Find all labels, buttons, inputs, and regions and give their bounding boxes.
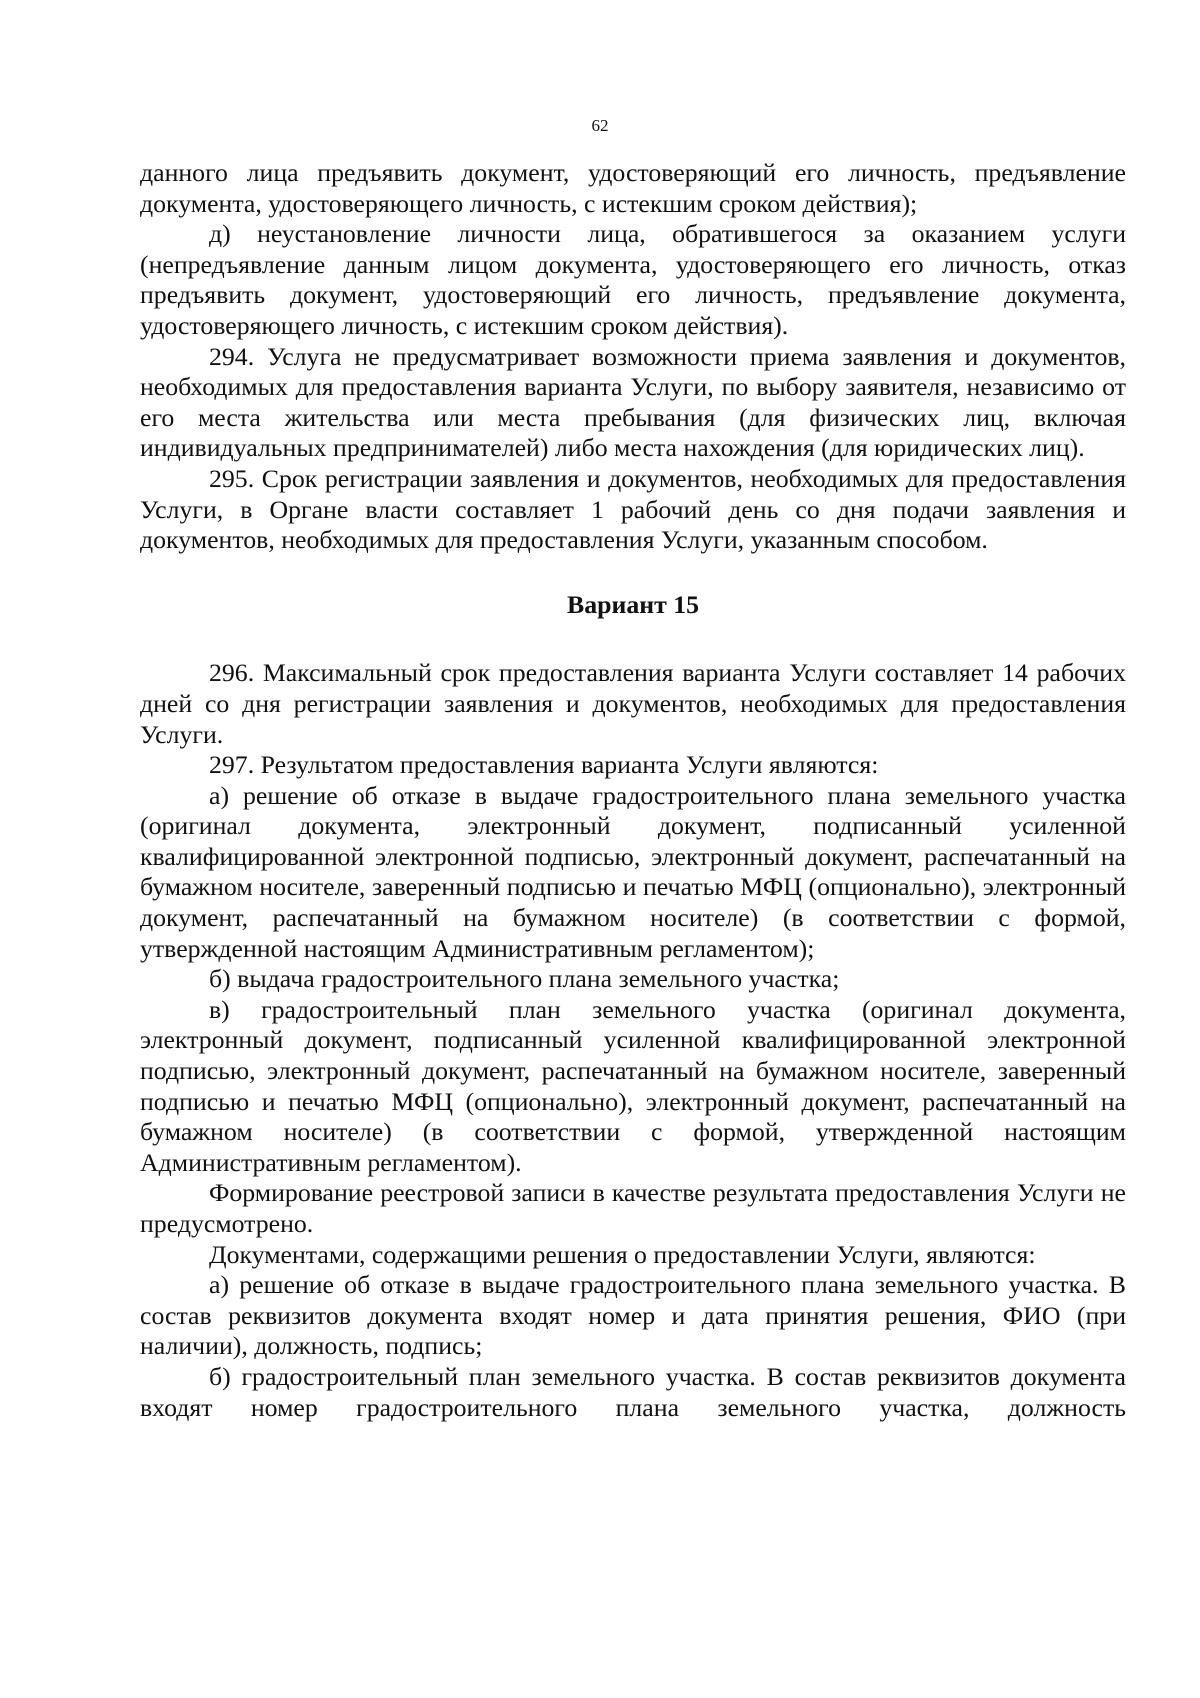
paragraph-295: 295. Срок регистрации заявления и документов, необходимых для предоставления Услуги, в Органе власти составляет 1 рабочий день со дня подачи заявления и документов, необходимых для предоставления Услуги, указанным способом. [140, 463, 1126, 555]
document-body [140, 158, 1126, 1423]
paragraph-294: 294. Услуга не предусматривает возможности приема заявления и документов, необходимых для предоставления варианта Услуги, по выбору заявителя, независимо от его места жительства или места пребывания (для физических лиц, включая индивидуальных предпринимателей) либо места нахождения (для юридических лиц). [140, 341, 1126, 463]
paragraph-297-item-a: а) решение об отказе в выдаче градостроительного плана земельного участка (оригинал документа, электронный документ, подписанный усиленной квалифицированной электронной подписью, электронный документ, распечатанный на бумажном носителе, заверенный подписью и печатью МФЦ (опционально), электронный документ, распечатанный на бумажном носителе) (в соответствии с формой, утвержденной настоящим Административным регламентом); [140, 780, 1126, 963]
paragraph-continued: данного лица предъявить документ, удостоверяющий его личность, предъявление документа, удостоверяющего личность, с истекшим сроком действия); [140, 158, 1126, 218]
paragraph-decision-documents: Документами, содержащими решения о предоставлении Услуги, являются: [209, 1239, 1036, 1269]
page-number: 62 [591, 116, 609, 135]
paragraph-296: 296. Максимальный срок предоставления варианта Услуги составляет 14 рабочих дней со дня регистрации заявления и документов, необходимых для предоставления Услуги. [140, 658, 1126, 749]
paragraph-297-item-v: в) градостроительный план земельного участка (оригинал документа, электронный документ, подписанный усиленной квалифицированной электронной подписью, электронный документ, распечатанный на бумажном носителе, заверенный подписью и печатью МФЦ (опционально), электронный документ, распечатанный на бумажном носителе) (в соответствии с формой, утвержденной настоящим Административным регламентом). [140, 994, 1126, 1177]
paragraph-registry-record: Формирование реестровой записи в качестве результата предоставления Услуги не предусмотрено. [140, 1178, 1126, 1238]
paragraph-decision-item-b: б) градостроительный план земельного участка. В состав реквизитов документа входят номер градостроительного плана земельного участка, должность [140, 1361, 1126, 1422]
paragraph-item-d: д) неустановление личности лица, обратившегося за оказанием услуги (непредъявление данным лицом документа, удостоверяющего его личность, отказ предъявить документ, удостоверяющий его личность, предъявление документа, удостоверяющего личность, с истекшим сроком действия). [140, 219, 1126, 340]
paragraph-297: 297. Результатом предоставления варианта Услуги являются: [209, 750, 879, 780]
section-heading: Вариант 15 [567, 589, 699, 619]
spacer [140, 620, 1126, 658]
paragraph-decision-item-a: а) решение об отказе в выдаче градостроительного плана земельного участка. В состав реквизитов документа входят номер и дата принятия решения, ФИО (при наличии), должность, подпись; [140, 1270, 1126, 1361]
paragraph-297-item-b: б) выдача градостроительного плана земельного участка; [209, 964, 840, 994]
spacer [140, 556, 1126, 590]
